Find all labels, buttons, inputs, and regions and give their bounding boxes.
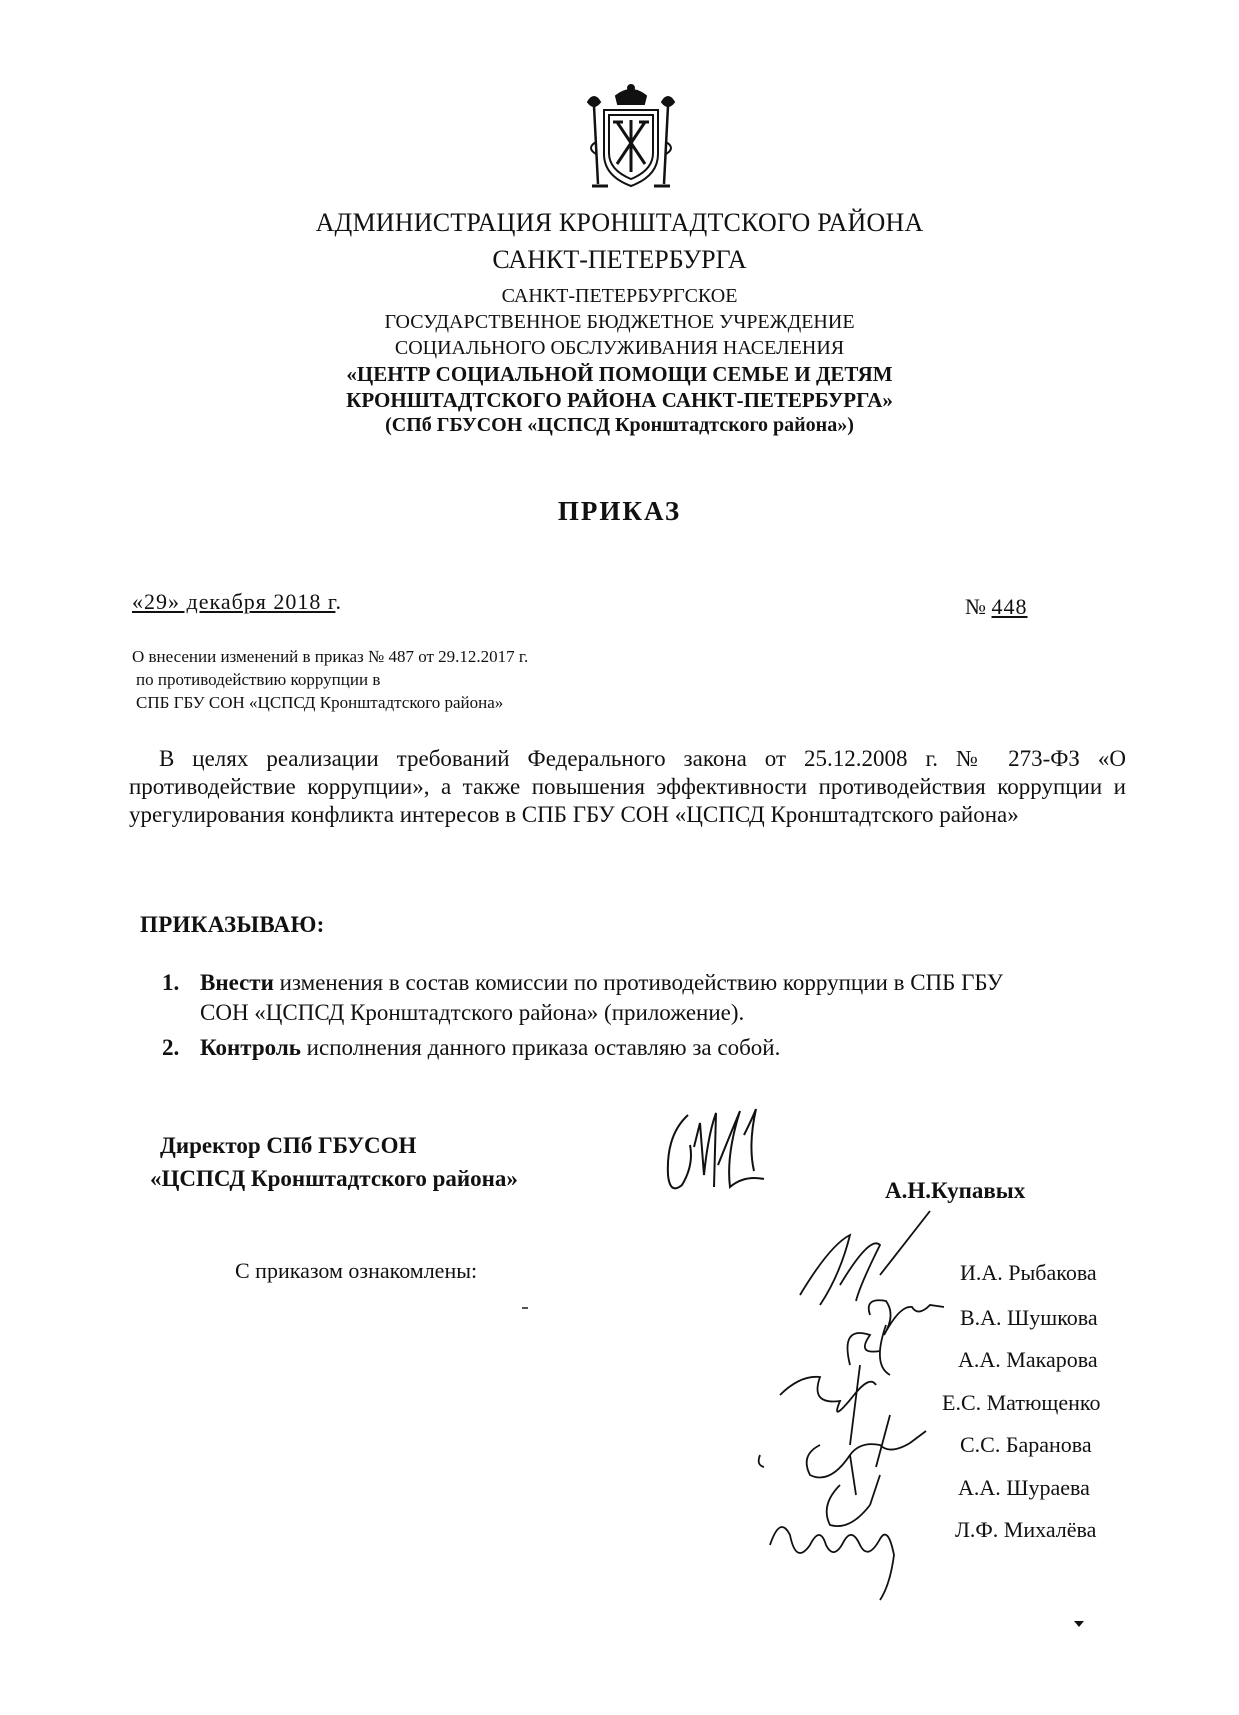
order-item-text: исполнения данного приказа оставляю за собой. — [300, 1035, 781, 1060]
organization-name-line1: САНКТ-ПЕТЕРБУРГСКОЕ — [501, 285, 738, 307]
director-position-line1: Директор СПб ГБУСОН — [160, 1133, 417, 1158]
organization-short-name: (СПб ГБУСОН «ЦСПСД Кронштадтского района») — [385, 414, 854, 436]
acknowledger-name: И.А. Рыбакова — [960, 1260, 1097, 1285]
document-title: ПРИКАЗ — [557, 496, 682, 526]
preamble-paragraph: В целях реализации требований Федерального закона от 25.12.2008 г. № 273-ФЗ «О противодействие коррупции», а также повышения эффективности противодействия коррупции и урегулирования конфликта интересов в СПБ ГБУ СОН «ЦСПСД Кронштадтского района» — [129, 746, 1126, 827]
administration-title-line2: САНКТ-ПЕТЕРБУРГА — [492, 245, 747, 274]
acknowledger-name: Л.Ф. Михалёва — [955, 1517, 1097, 1542]
order-date-suffix: . — [335, 589, 342, 614]
order-item-number: 1. — [162, 970, 180, 995]
acknowledger-name: С.С. Баранова — [960, 1432, 1092, 1457]
order-item-number: 2. — [162, 1035, 180, 1060]
director-name: А.Н.Купавых — [885, 1178, 1026, 1203]
organization-name-line4: «ЦЕНТР СОЦИАЛЬНОЙ ПОМОЩИ СЕМЬЕ И ДЕТЯМ — [346, 362, 893, 386]
acknowledgement-label: С приказом ознакомлены: — [235, 1258, 478, 1283]
order-number-prefix: № — [965, 594, 992, 619]
acknowledger-name: А.А. Шураева — [958, 1475, 1090, 1500]
order-item-1-continuation: СОН «ЦСПСД Кронштадтского района» (приложение). — [200, 1000, 745, 1025]
organization-name-line2: ГОСУДАРСТВЕННОЕ БЮДЖЕТНОЕ УЧРЕЖДЕНИЕ — [384, 311, 855, 333]
order-date — [132, 589, 342, 615]
coat-of-arms-emblem — [582, 82, 680, 194]
order-item-2 — [162, 1033, 1127, 1063]
order-date-value: «29» декабря 2018 г — [132, 589, 336, 614]
order-item-lead: Внести — [200, 970, 274, 995]
subject-line2: по противодействию коррупции в — [136, 670, 381, 689]
order-directive-heading: ПРИКАЗЫВАЮ: — [140, 912, 325, 937]
organization-name-line3: СОЦИАЛЬНОГО ОБСЛУЖИВАНИЯ НАСЕЛЕНИЯ — [394, 337, 845, 359]
organization-name-line5: КРОНШТАДТСКОГО РАЙОНА САНКТ-ПЕТЕРБУРГА» — [346, 388, 893, 412]
order-number-value: 448 — [991, 594, 1028, 619]
acknowledger-name: А.А. Макарова — [958, 1347, 1098, 1372]
acknowledger-name: В.А. Шушкова — [960, 1305, 1098, 1330]
order-number — [965, 594, 1028, 620]
order-item-text: изменения в состав комиссии по противодействию коррупции в СПБ ГБУ — [273, 970, 1004, 995]
order-item-1 — [162, 968, 1127, 998]
acknowledger-name: Е.С. Матющенко — [942, 1390, 1101, 1415]
page-mark — [1074, 1621, 1084, 1627]
stray-mark — [522, 1307, 528, 1309]
director-signature — [660, 1105, 780, 1200]
subject-line1: О внесении изменений в приказ № 487 от 29.12.2017 г. — [132, 647, 529, 666]
subject-line3: СПБ ГБУ СОН «ЦСПСД Кронштадтского района» — [136, 693, 504, 712]
director-position-line2: «ЦСПСД Кронштадтского района» — [150, 1166, 518, 1191]
order-item-lead: Контроль — [200, 1035, 301, 1060]
administration-title-line1: АДМИНИСТРАЦИЯ КРОНШТАДТСКОГО РАЙОНА — [315, 208, 924, 237]
